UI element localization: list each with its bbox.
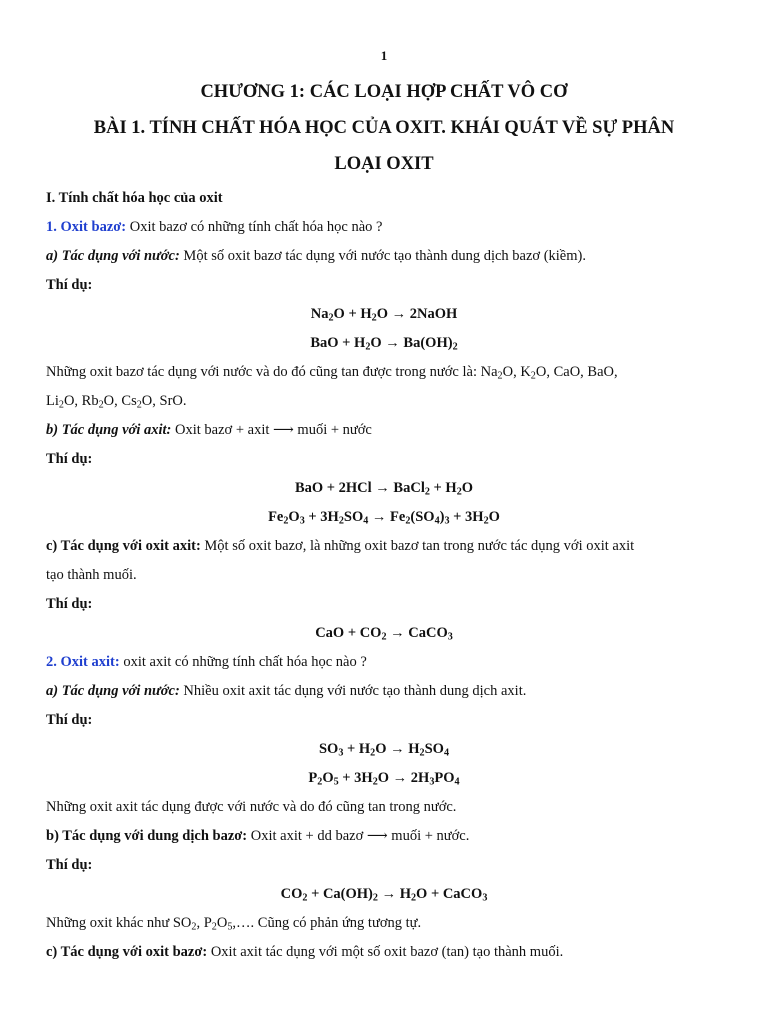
equation-cao-co2: CaO + $CO_2$ → CaCO$_3$ (315, 625, 453, 643)
lesson-title-line-2: LOẠI OXIT (334, 154, 434, 174)
basic-oxide-acid: b) Tác dụng với axit: Oxit bazơ + axit ⟶ muối + nước (46, 422, 372, 438)
acidic-oxide-base: b) Tác dụng với dung dịch bazơ: Oxit axit + dd bazơ ⟶ muối + nước. (46, 828, 470, 844)
equation-bao: BaO + $H_2O \to Ba(OH)_2$ (310, 335, 458, 353)
page-number: 1 (380, 48, 388, 63)
equation-bao-hcl: BaO + 2HCl → BaCl$_2$ + $H_2O$ (294, 480, 474, 498)
equation-p2o5: $P_2O_5 + 3H_2O \to 2H_3PO_4$ (308, 770, 460, 788)
basic-oxide-acidic-oxide: c) Tác dụng với oxit axit: Một số oxit bazơ, là những oxit bazơ tan trong nước tác dụng với oxit axit (46, 538, 635, 554)
equation-fe2o3: $Fe_2O_3 + 3H_2SO_4 \to Fe_2(SO_4)_3 + 3H_2O$ (268, 509, 500, 527)
example-label: Thí dụ: (46, 857, 93, 873)
basic-oxide-heading: 1. Oxit bazơ: (46, 219, 127, 235)
basic-oxide-soluble-list: $Li_2O$, $Rb_2O$, $Cs_2O$, SrO. (46, 393, 187, 411)
basic-oxide-acidic-oxide-cont: tạo thành muối. (46, 567, 137, 583)
basic-oxide-soluble-note: Những oxit bazơ tác dụng với nước và do đó cũng tan được trong nước là: $Na_2O$, $K_2O$, CaO, BaO, (46, 364, 618, 382)
acidic-oxide-basic-oxide: c) Tác dụng với oxit bazơ: Oxit axit tác dụng với một số oxit bazơ (tan) tạo thành muối. (46, 944, 564, 960)
lesson-title-line-1: BÀI 1. TÍNH CHẤT HÓA HỌC CỦA OXIT. KHÁI QUÁT VỀ SỰ PHÂN (93, 118, 675, 138)
acidic-oxide-heading: 2. Oxit axit: (46, 654, 120, 670)
basic-oxide-water: a) Tác dụng với nước: Một số oxit bazơ tác dụng với nước tạo thành dung dịch bazơ (kiềm). (46, 248, 586, 264)
section-heading: I. Tính chất hóa học của oxit (46, 190, 223, 206)
example-label: Thí dụ: (46, 712, 93, 728)
example-label: Thí dụ: (46, 277, 93, 293)
acidic-oxide-soluble-note: Những oxit axit tác dụng được với nước và do đó cũng tan trong nước. (46, 799, 457, 815)
acidic-oxide-others: Những oxit khác như $SO_2$, $P_2O_5,\dots$. Cũng có phản ứng tương tự. (46, 915, 422, 933)
equation-na2o: $Na_2O + H_2O$ → 2NaOH (310, 306, 458, 324)
acidic-oxide-intro: 2. Oxit axit: oxit axit có những tính chất hóa học nào ? (46, 654, 367, 670)
example-label: Thí dụ: (46, 451, 93, 467)
equation-so3: $SO_3 + H_2O \to H_2SO_4$ (318, 741, 450, 759)
basic-oxide-intro: 1. Oxit bazơ: Oxit bazơ có những tính chất hóa học nào ? (46, 219, 383, 235)
chapter-title: CHƯƠNG 1: CÁC LOẠI HỢP CHẤT VÔ CƠ (200, 82, 568, 102)
example-label: Thí dụ: (46, 596, 93, 612)
equation-co2: $CO_2 + Ca(OH)_2 \to H_2O$ + CaCO$_3$ (280, 886, 488, 904)
acidic-oxide-water: a) Tác dụng với nước: Nhiều oxit axit tác dụng với nước tạo thành dung dịch axit. (46, 683, 527, 699)
